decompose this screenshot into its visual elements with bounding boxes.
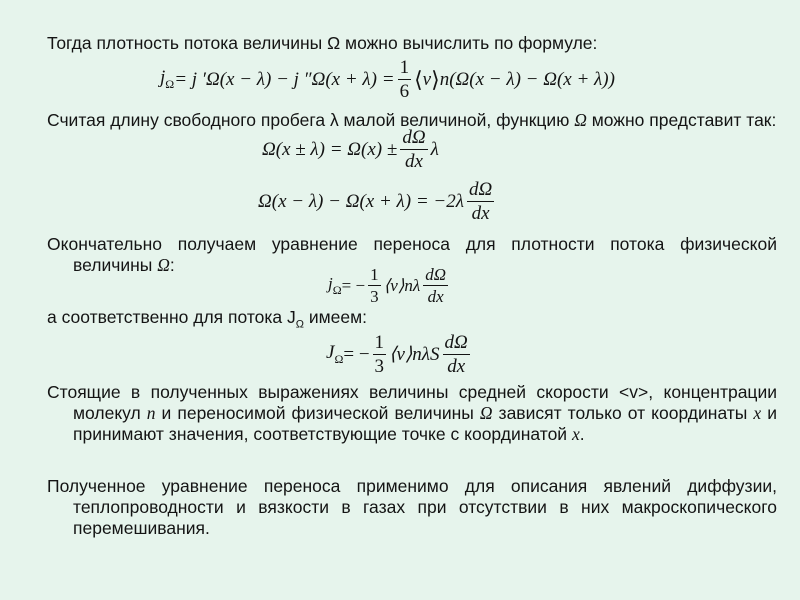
eq1-fraction: $\frac{1}{6}$ xyxy=(399,57,410,102)
coordinate-symbol: x xyxy=(753,403,762,423)
paragraph-applicability xyxy=(47,476,777,539)
paragraph-quantities-text-e: . xyxy=(579,424,585,444)
eq1-velocity: v xyxy=(422,68,432,90)
paragraph-applicability-text: Полученное уравнение переноса применимо для описания явлений диффузии, теплопроводности и вязкости в газах при отсутствии в них макроскопического перемешивания. xyxy=(47,476,777,538)
eq5-mid: ⟨v⟩nλS xyxy=(389,344,440,365)
omega-symbol: Ω xyxy=(574,110,587,130)
omega-symbol: Ω xyxy=(479,403,493,423)
paragraph-quantities-text-b: и переносимой физической величины xyxy=(155,403,480,423)
eq4-mid: ⟨v⟩nλ xyxy=(383,275,421,295)
eq4-lhs: $j_\Omega$ xyxy=(328,273,342,297)
eq1-angle-open: ⟨ xyxy=(414,66,423,92)
eq5-fraction: $\frac{d\Omega}{dx}$ xyxy=(444,332,468,377)
paragraph-flux-text-a: а соответственно для потока J xyxy=(47,307,296,327)
paragraph-quantities-text-a: Стоящие в полученных выражениях величины средней скорости <v>, концентрации молекул xyxy=(47,382,777,423)
eq3-lhs: Ω(x − λ) − Ω(x + λ) = −2λ xyxy=(258,190,464,212)
eq3-fraction: $\frac{d\Omega}{dx}$ xyxy=(468,179,493,224)
eq1-angle-close: ⟩ xyxy=(431,66,440,92)
equation-flux-result xyxy=(326,333,473,376)
eq1-rhs: n(Ω(x − λ) − Ω(x + λ)) xyxy=(439,68,615,90)
paragraph-flux-text-b: имеем: xyxy=(304,307,368,327)
eq4-equals: = − xyxy=(341,275,366,295)
omega-symbol: Ω xyxy=(157,255,170,275)
paragraph-quantities-text-c: зависят только от координаты xyxy=(492,403,754,423)
paragraph-transfer-text-a: Окончательно получаем уравнение переноса для плотности потока физической величины xyxy=(47,234,777,275)
eq2-rhs: λ xyxy=(430,138,439,160)
eq4-fraction: $\frac{d\Omega}{dx}$ xyxy=(425,265,447,306)
eq5-equals: = − xyxy=(343,343,370,365)
equation-difference xyxy=(258,180,497,223)
equation-flux-density xyxy=(160,58,615,101)
eq2-lhs: Ω(x ± λ) = Ω(x) ± xyxy=(262,138,398,160)
eq5-lhs: $J_\Omega$ xyxy=(326,342,344,366)
paragraph-quantities xyxy=(47,382,777,445)
flux-subscript: Ω xyxy=(295,318,304,331)
equation-flux-density-result xyxy=(328,266,451,305)
eq5-coefficient: $\frac{1}{3}$ xyxy=(374,332,385,377)
paragraph-quantities-text-d: и принимают значения, соответствующие точке с координатой xyxy=(73,403,777,444)
paragraph-assumption-text-a: Считая длину свободного пробега λ малой величиной, функцию xyxy=(47,110,575,130)
eq1-lhs: $j_\Omega$ xyxy=(160,67,175,91)
eq2-fraction: $\frac{d\Omega}{dx}$ xyxy=(402,127,426,172)
paragraph-transfer-text-b: : xyxy=(169,255,175,275)
paragraph-flux xyxy=(47,307,367,336)
coordinate-symbol: x xyxy=(571,424,580,444)
concentration-symbol: n xyxy=(146,403,156,423)
paragraph-intro xyxy=(47,33,597,54)
equation-taylor-expansion xyxy=(262,128,439,171)
eq4-coefficient: $\frac{1}{3}$ xyxy=(370,265,379,306)
eq1-middle: = j ′Ω(x − λ) − j ″Ω(x + λ) = xyxy=(174,68,395,90)
paragraph-intro-text: Тогда плотность потока величины Ω можно вычислить по формуле: xyxy=(47,33,598,53)
paragraph-assumption-text-b: можно представит так: xyxy=(586,110,777,130)
